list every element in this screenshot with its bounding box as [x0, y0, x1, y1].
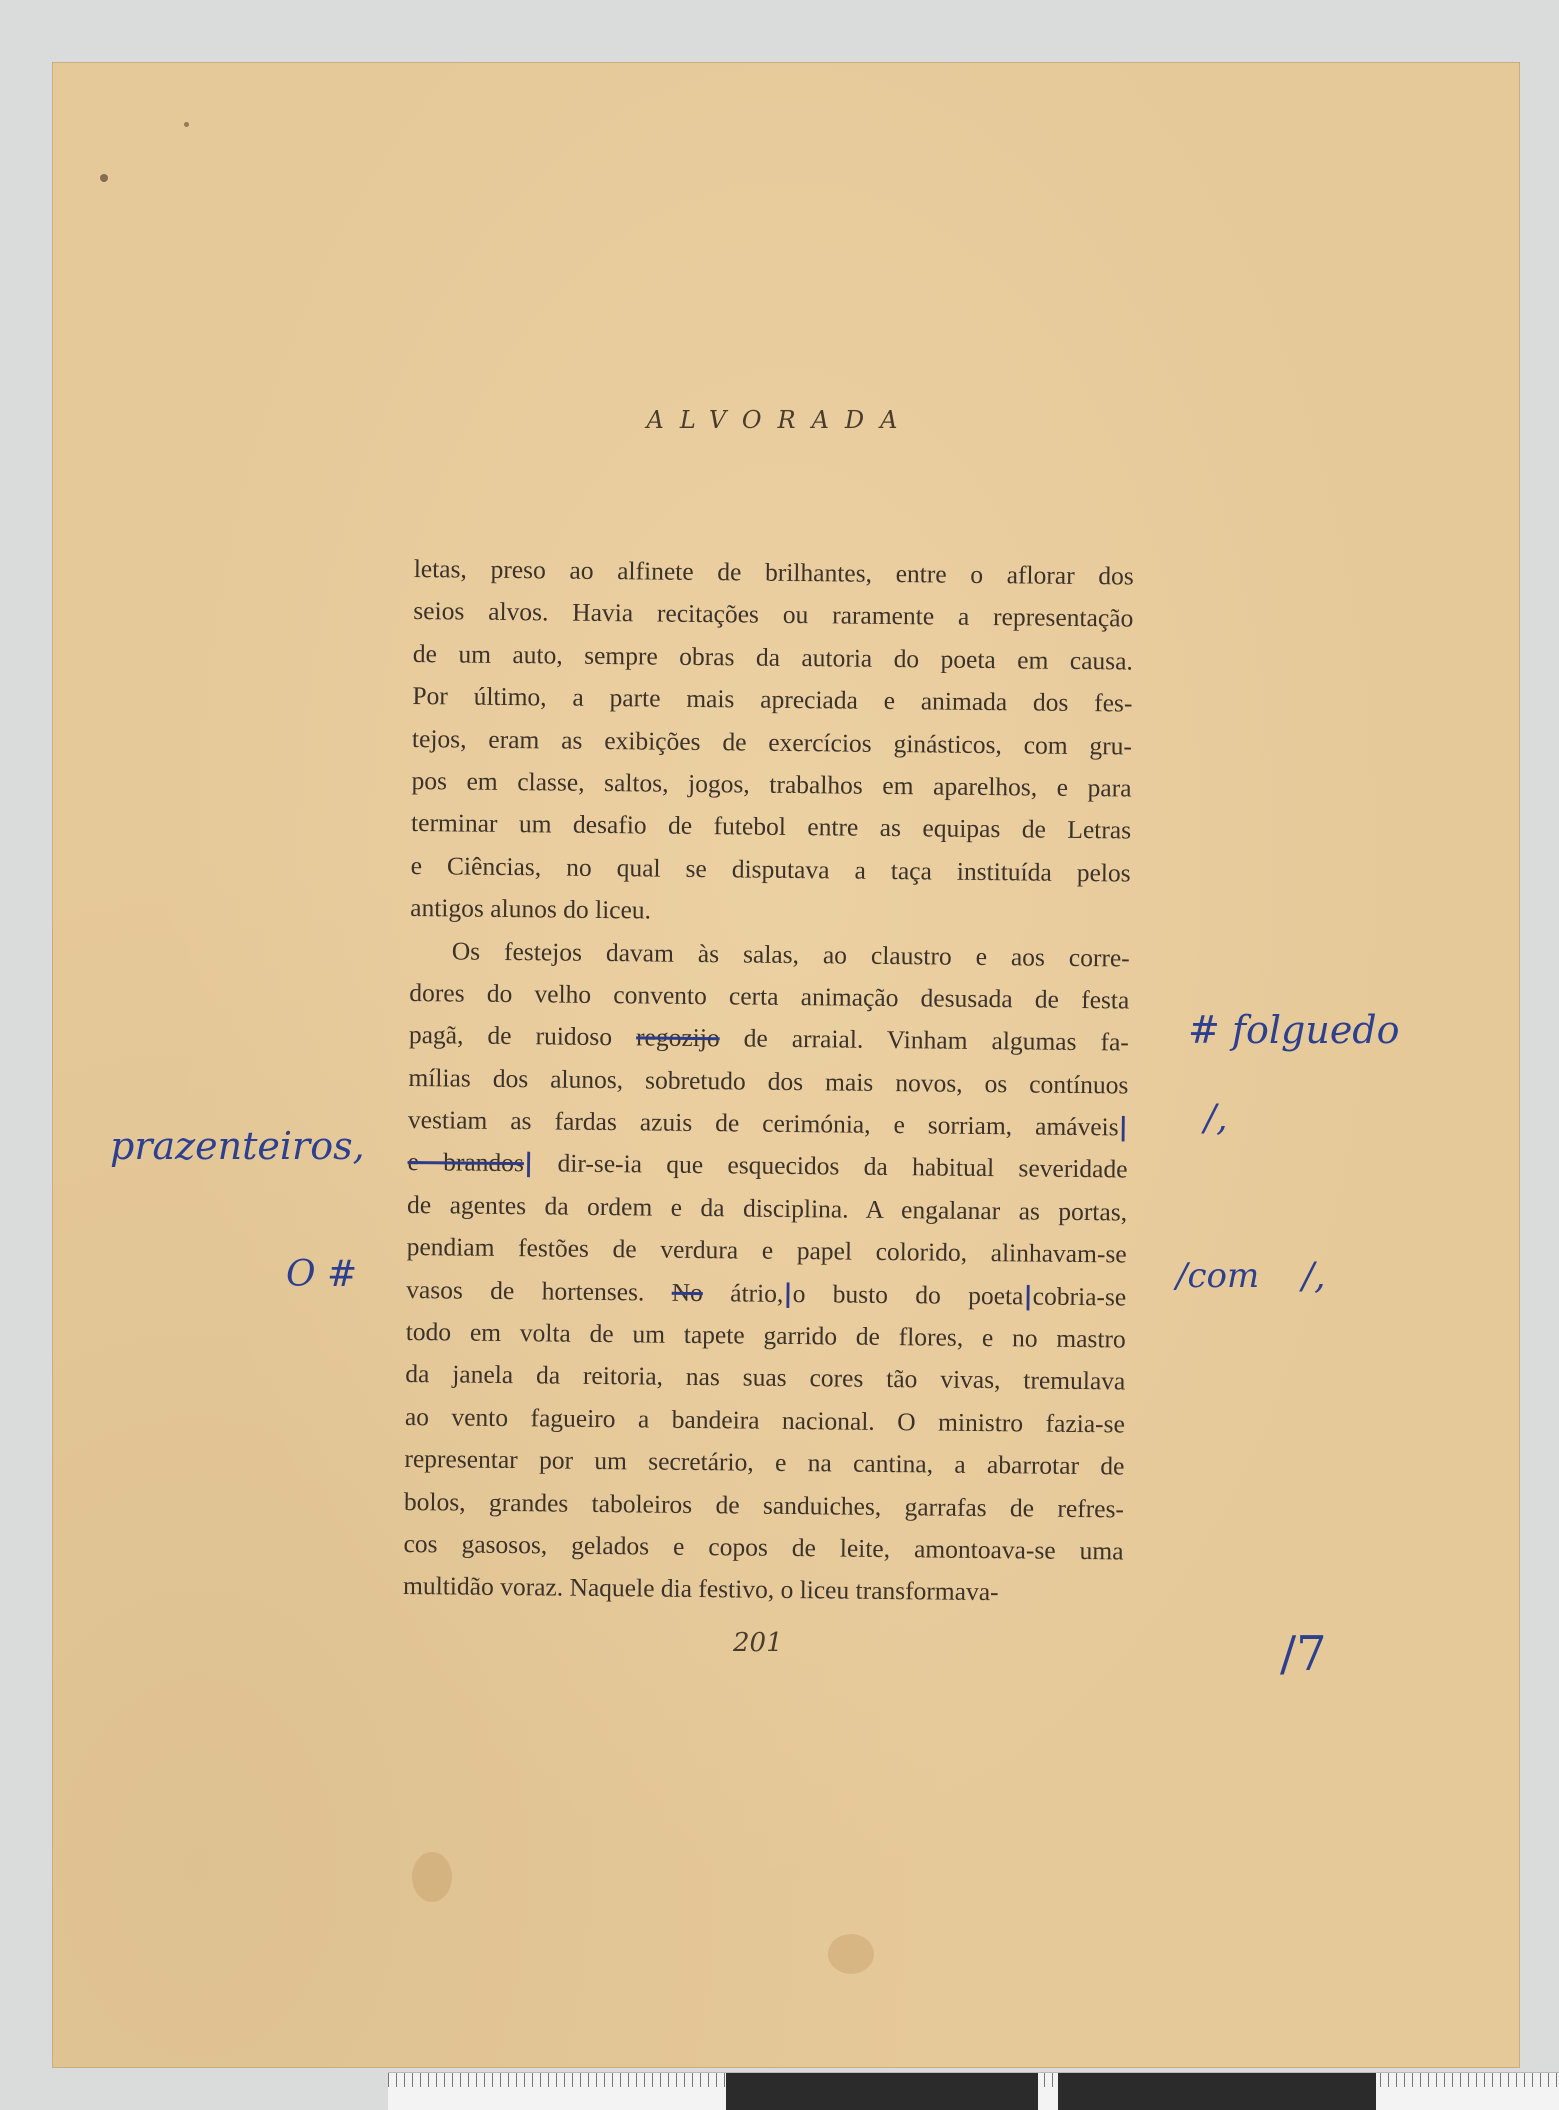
text-line: e Ciências, no qual se disputava a taça instituída pelos [410, 850, 1131, 888]
text-line: ao vento fagueiro a bandeira nacional. O ministro fazia-se [404, 1401, 1126, 1439]
ruler-dark-block [1058, 2073, 1376, 2110]
text-line: bolos, grandes taboleiros de sanduiches, garrafas de refres- [403, 1486, 1125, 1524]
insertion-mark: | [783, 1278, 793, 1309]
text-line: antigos alunos do liceu. [410, 893, 652, 925]
text-line: Por último, a parte mais apreciada e animada dos fes- [412, 681, 1133, 718]
paper-stain [184, 122, 189, 127]
text-segment: vasos de hortenses. [406, 1274, 672, 1307]
running-head: ALVORADA [646, 406, 914, 434]
struck-word: e brandos [407, 1147, 525, 1178]
typed-body-text [403, 548, 1134, 1615]
text-line: tejos, eram as exibições de exercícios ginásticos, com gru- [411, 723, 1133, 761]
insertion-mark: | [1118, 1112, 1129, 1143]
text-segment: cobria-se [1032, 1281, 1127, 1312]
text-line [408, 1099, 1128, 1149]
struck-word: No [671, 1277, 704, 1307]
insertion-mark: | [1023, 1281, 1033, 1312]
paper-stain [412, 1852, 452, 1902]
text-line: pos em classe, saltos, jogos, trabalhos em aparelhos, e para [411, 765, 1132, 803]
handwritten-folio-number: /7 [1280, 1626, 1327, 1682]
text-line: Os festejos davam às salas, ao claustro e aos corre- [451, 935, 1130, 973]
text-line [409, 1014, 1129, 1064]
ruler-dark-block [726, 2073, 1038, 2110]
text-line: letas, preso ao alfinete de brilhantes, entre o aflorar dos [413, 553, 1134, 591]
text-line: multidão voraz. Naquele dia festivo, o liceu transformava- [402, 1571, 999, 1607]
text-segment: de arraial. Vinham algumas fa- [719, 1023, 1130, 1057]
page-number: 201 [733, 1628, 783, 1658]
text-line [407, 1141, 1127, 1191]
text-segment: o busto do poeta [792, 1278, 1024, 1311]
struck-word: regozijo [635, 1022, 720, 1053]
text-segment: vestiam as fardas azuis de cerimónia, e sorriam, amáveis [407, 1105, 1119, 1142]
text-segment: dir-se-ia que esquecidos da habitual severidade [533, 1148, 1128, 1184]
text-line: mílias dos alunos, sobretudo dos mais novos, os contínuos [408, 1062, 1129, 1100]
handwritten-mark-comma: /, [1204, 1098, 1228, 1139]
paper-stain [828, 1934, 874, 1974]
text-line [406, 1269, 1126, 1319]
text-line: de agentes da ordem e da disciplina. A engalanar as portas, [406, 1189, 1128, 1227]
handwritten-note-com: /com [1176, 1256, 1260, 1296]
handwritten-mark-comma: /, [1302, 1256, 1326, 1297]
text-line: da janela da reitoria, nas suas cores tão vivas, tremulava [405, 1359, 1126, 1396]
text-segment: pagã, de ruidoso [408, 1020, 637, 1052]
paper-stain [100, 174, 108, 182]
text-line: dores do velho convento certa animação desusada de festa [409, 977, 1130, 1015]
handwritten-note-folguedo: # folguedo [1188, 1008, 1400, 1052]
text-line: todo em volta de um tapete garrido de flores, e no mastro [405, 1316, 1126, 1354]
text-line: de um auto, sempre obras da autoria do poeta em causa. [412, 638, 1134, 676]
scale-ruler [388, 2072, 1559, 2110]
text-line: terminar um desafio de futebol entre as equipas de Letras [410, 808, 1132, 845]
text-line: seios alvos. Havia recitações ou raramente a representação [413, 596, 1134, 633]
insertion-mark: | [523, 1148, 534, 1179]
handwritten-note-o: O # [286, 1254, 358, 1295]
text-segment: átrio, [702, 1277, 784, 1308]
text-line: pendiam festões de verdura e papel colorido, alinhavam-se [406, 1232, 1127, 1269]
handwritten-note-prazenteiros: prazenteiros, [110, 1124, 365, 1168]
text-line: representar por um secretário, e na cantina, a abarrotar de [404, 1444, 1125, 1481]
text-line: cos gasosos, gelados e copos de leite, amontoava-se uma [403, 1528, 1124, 1566]
